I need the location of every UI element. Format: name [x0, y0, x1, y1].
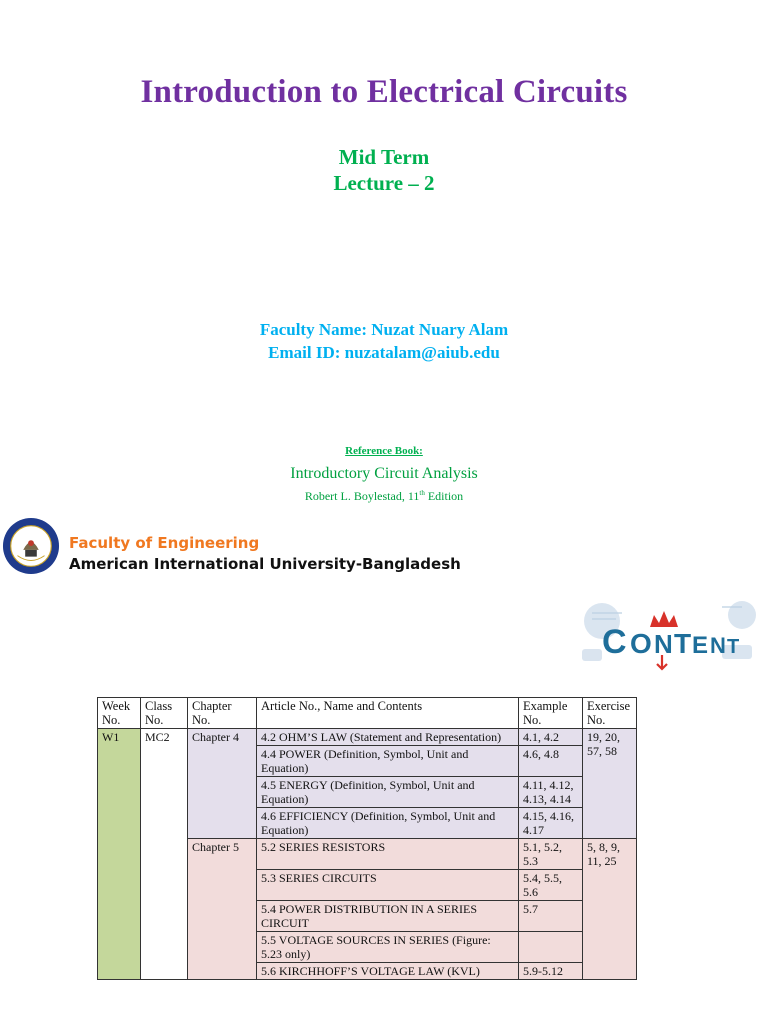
chapter-cell: Chapter 5	[188, 839, 257, 980]
header-class-no: Class No.	[141, 698, 188, 729]
week-cell: W1	[98, 729, 141, 980]
subtitle-mid-term: Mid Term	[338, 145, 430, 169]
reference-book-label: Reference Book:	[345, 445, 423, 457]
page-title: Introduction to Electrical Circuits	[140, 74, 628, 110]
subtitle-lecture: Lecture – 2	[333, 171, 435, 195]
chapter-cell: Chapter 4	[188, 729, 257, 839]
example-cell: 4.11, 4.12, 4.13, 4.14	[519, 777, 583, 808]
header-article: Article No., Name and Contents	[257, 698, 519, 729]
article-cell: 4.5 ENERGY (Definition, Symbol, Unit and Equation)	[257, 777, 519, 808]
author-text: Robert L. Boylestad, 11	[304, 489, 420, 503]
article-cell: 5.4 POWER DISTRIBUTION IN A SERIES CIRCUIT	[257, 901, 519, 932]
content-logo-icon	[572, 593, 768, 677]
class-cell: MC2	[141, 729, 188, 980]
example-cell: 5.9-5.12	[519, 963, 583, 980]
header-chapter-no: Chapter No.	[188, 698, 257, 729]
article-cell: 4.6 EFFICIENCY (Definition, Symbol, Unit and Equation)	[257, 808, 519, 839]
example-cell: 5.1, 5.2, 5.3	[519, 839, 583, 870]
faculty-email: Email ID: nuzatalam@aiub.edu	[268, 343, 500, 362]
article-cell: 5.3 SERIES CIRCUITS	[257, 870, 519, 901]
course-content-table	[97, 697, 637, 980]
table-header-row	[98, 698, 637, 729]
faculty-name: Faculty Name: Nuzat Nuary Alam	[259, 320, 509, 339]
svg-text:T: T	[727, 636, 740, 658]
article-cell: 5.2 SERIES RESISTORS	[257, 839, 519, 870]
example-cell: 5.4, 5.5, 5.6	[519, 870, 583, 901]
svg-text:T: T	[674, 628, 692, 659]
table-row	[98, 729, 637, 746]
svg-text:C: C	[602, 623, 627, 661]
example-cell: 4.15, 4.16, 4.17	[519, 808, 583, 839]
example-cell: 4.1, 4.2	[519, 729, 583, 746]
reference-book-author	[0, 489, 768, 504]
header-week-no: Week No.	[98, 698, 141, 729]
header-example-no: Example No.	[519, 698, 583, 729]
exercise-cell: 19, 20, 57, 58	[583, 729, 637, 839]
article-cell: 5.5 VOLTAGE SOURCES IN SERIES (Figure: 5.23 only)	[257, 932, 519, 963]
university-name: American International University-Bangladesh	[69, 555, 461, 573]
edition-superscript: th	[419, 489, 425, 497]
example-cell	[519, 932, 583, 963]
example-cell: 5.7	[519, 901, 583, 932]
exercise-cell: 5, 8, 9, 11, 25	[583, 839, 637, 980]
example-cell: 4.6, 4.8	[519, 746, 583, 777]
svg-text:O: O	[630, 628, 652, 659]
reference-book-title: Introductory Circuit Analysis	[290, 465, 478, 482]
svg-text:N: N	[710, 633, 726, 658]
edition-text: Edition	[424, 489, 464, 503]
article-cell: 5.6 KIRCHHOFF’S VOLTAGE LAW (KVL)	[257, 963, 519, 980]
faculty-of-engineering: Faculty of Engineering	[69, 534, 260, 552]
svg-text:E: E	[692, 632, 709, 659]
svg-text:N: N	[654, 629, 673, 659]
header-exercise-no: Exercise No.	[583, 698, 637, 729]
article-cell: 4.2 OHM’S LAW (Statement and Representation)	[257, 729, 519, 746]
university-seal-icon	[2, 517, 60, 575]
article-cell: 4.4 POWER (Definition, Symbol, Unit and Equation)	[257, 746, 519, 777]
